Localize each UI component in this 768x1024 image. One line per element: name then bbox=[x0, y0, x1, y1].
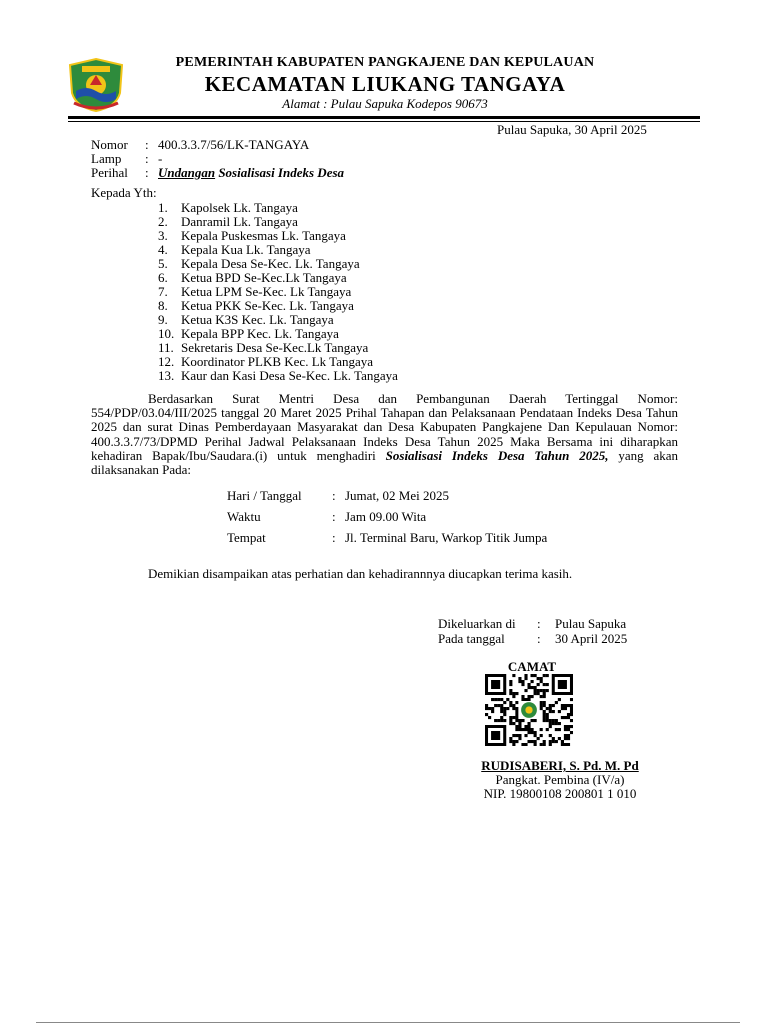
recipient-item bbox=[158, 229, 398, 243]
issued-date-label: Pada tanggal bbox=[438, 631, 505, 646]
recipient-text: Kapolsek Lk. Tangaya bbox=[181, 200, 298, 215]
lamp-colon: : bbox=[145, 151, 149, 166]
issued-date-value: 30 April 2025 bbox=[555, 631, 628, 646]
recipient-number: 8. bbox=[158, 298, 168, 313]
place-date: Pulau Sapuka, 30 April 2025 bbox=[497, 122, 647, 137]
perihal-value bbox=[158, 166, 344, 180]
perihal-colon: : bbox=[145, 165, 149, 180]
letterhead-government-line: PEMERINTAH KABUPATEN PANGKAJENE DAN KEPULAUAN bbox=[175, 55, 595, 70]
recipient-number: 13. bbox=[158, 368, 175, 383]
recipient-text: Ketua PKK Se-Kec. Lk. Tangaya bbox=[181, 298, 354, 313]
signatory-title: CAMAT bbox=[507, 659, 557, 674]
recipient-item bbox=[158, 341, 398, 355]
nomor-label: Nomor bbox=[91, 137, 128, 152]
recipient-item bbox=[158, 215, 398, 229]
letterhead-rule-thick bbox=[68, 116, 700, 119]
issued-at-value: Pulau Sapuka bbox=[555, 616, 627, 631]
recipient-text: Sekretaris Desa Se-Kec.Lk Tangaya bbox=[181, 340, 369, 355]
issued-at-colon: : bbox=[537, 616, 541, 631]
signatory-nip: NIP. 19800108 200801 1 010 bbox=[483, 786, 637, 801]
body-text-b: yang akan dilaksanakan Pada: bbox=[91, 447, 678, 478]
place-colon: : bbox=[332, 530, 336, 545]
recipient-text: Koordinator PLKB Kec. Lk Tangaya bbox=[181, 354, 373, 369]
perihal-value-rest: Sosialisasi Indeks Desa bbox=[215, 165, 345, 180]
lamp-label: Lamp bbox=[91, 151, 122, 166]
nomor-value: 400.3.3.7/56/LK-TANGAYA bbox=[158, 137, 310, 152]
recipient-number: 7. bbox=[158, 284, 168, 299]
recipient-number: 1. bbox=[158, 200, 168, 215]
signatory-rank: Pangkat. Pembina (IV/a) bbox=[495, 772, 625, 787]
recipient-item bbox=[158, 369, 398, 383]
lamp-value: - bbox=[158, 151, 163, 166]
time-value: Jam 09.00 Wita bbox=[345, 509, 427, 524]
recipient-number: 5. bbox=[158, 256, 168, 271]
day-label: Hari / Tanggal bbox=[227, 488, 302, 503]
recipient-text: Ketua LPM Se-Kec. Lk Tangaya bbox=[181, 284, 352, 299]
day-value: Jumat, 02 Mei 2025 bbox=[345, 488, 449, 503]
recipient-text: Ketua BPD Se-Kec.Lk Tangaya bbox=[181, 270, 347, 285]
recipient-text: Kepala Kua Lk. Tangaya bbox=[181, 242, 311, 257]
letterhead-district-name: KECAMATAN LIUKANG TANGAYA bbox=[204, 72, 566, 96]
recipient-number: 4. bbox=[158, 242, 168, 257]
recipient-number: 9. bbox=[158, 312, 168, 327]
recipient-item bbox=[158, 257, 398, 271]
recipient-item bbox=[158, 355, 398, 369]
recipient-list bbox=[158, 201, 398, 383]
letterhead-address: Alamat : Pulau Sapuka Kodepos 90673 bbox=[282, 96, 488, 111]
recipient-item bbox=[158, 299, 398, 313]
time-label: Waktu bbox=[227, 509, 261, 524]
recipient-number: 12. bbox=[158, 354, 175, 369]
issued-date-colon: : bbox=[537, 631, 541, 646]
time-colon: : bbox=[332, 509, 336, 524]
recipient-item bbox=[158, 243, 398, 257]
closing-sentence: Demikian disampaikan atas perhatian dan kehadirannnya diucapkan terima kasih. bbox=[148, 566, 573, 581]
place-value: Jl. Terminal Baru, Warkop Titik Jumpa bbox=[345, 530, 548, 545]
body-text-emphasis: Sosialisasi Indeks Desa Tahun 2025, bbox=[385, 447, 609, 463]
signatory-name: RUDISABERI, S. Pd. M. Pd bbox=[481, 758, 639, 773]
recipient-text: Kepala Puskesmas Lk. Tangaya bbox=[181, 228, 346, 243]
recipient-text: Kepala Desa Se-Kec. Lk. Tangaya bbox=[181, 256, 360, 271]
perihal-value-underlined: Undangan bbox=[158, 165, 216, 180]
body-text-a: Berdasarkan Surat Mentri Desa dan Pembangunan Daerah Tertinggal Nomor: 554/PDP/03.04/III/2025 tanggal 20 Maret 2025 Prihal Tahapan dan Pelaksanaan Pendataan Indeks Desa Tahun 2025 dan surat Dinas Pemberdayaan Masyarakat dan Desa Kabupaten Pangkajene Dan Kepulauan Nomor: 400.3.3.7/73/DPMD Perihal Jadwal Pelaksanaan Indeks Desa Tahun 2025 Maka Bersama ini diharapkan kehadiran Bapak/Ibu/Saudara.(i) untuk menghadiri bbox=[91, 391, 678, 463]
recipient-text: Danramil Lk. Tangaya bbox=[181, 214, 298, 229]
body-paragraph bbox=[91, 392, 678, 477]
recipient-item bbox=[158, 313, 398, 327]
recipient-item bbox=[158, 285, 398, 299]
qr-code-signature bbox=[485, 674, 573, 746]
recipient-number: 10. bbox=[158, 326, 175, 341]
place-label: Tempat bbox=[227, 530, 266, 545]
day-colon: : bbox=[332, 488, 336, 503]
recipient-text: Kepala BPP Kec. Lk. Tangaya bbox=[181, 326, 339, 341]
regency-emblem-logo bbox=[66, 57, 126, 113]
recipient-text: Ketua K3S Kec. Lk. Tangaya bbox=[181, 312, 334, 327]
page-bottom-edge bbox=[36, 1022, 740, 1023]
recipient-number: 3. bbox=[158, 228, 168, 243]
recipients-intro: Kepada Yth: bbox=[91, 185, 157, 200]
perihal-label: Perihal bbox=[91, 165, 128, 180]
recipient-number: 2. bbox=[158, 214, 168, 229]
nomor-colon: : bbox=[145, 137, 149, 152]
issued-at-label: Dikeluarkan di bbox=[438, 616, 516, 631]
recipient-item bbox=[158, 271, 398, 285]
recipient-item bbox=[158, 201, 398, 215]
recipient-text: Kaur dan Kasi Desa Se-Kec. Lk. Tangaya bbox=[181, 368, 398, 383]
recipient-number: 11. bbox=[158, 340, 174, 355]
recipient-item bbox=[158, 327, 398, 341]
recipient-number: 6. bbox=[158, 270, 168, 285]
